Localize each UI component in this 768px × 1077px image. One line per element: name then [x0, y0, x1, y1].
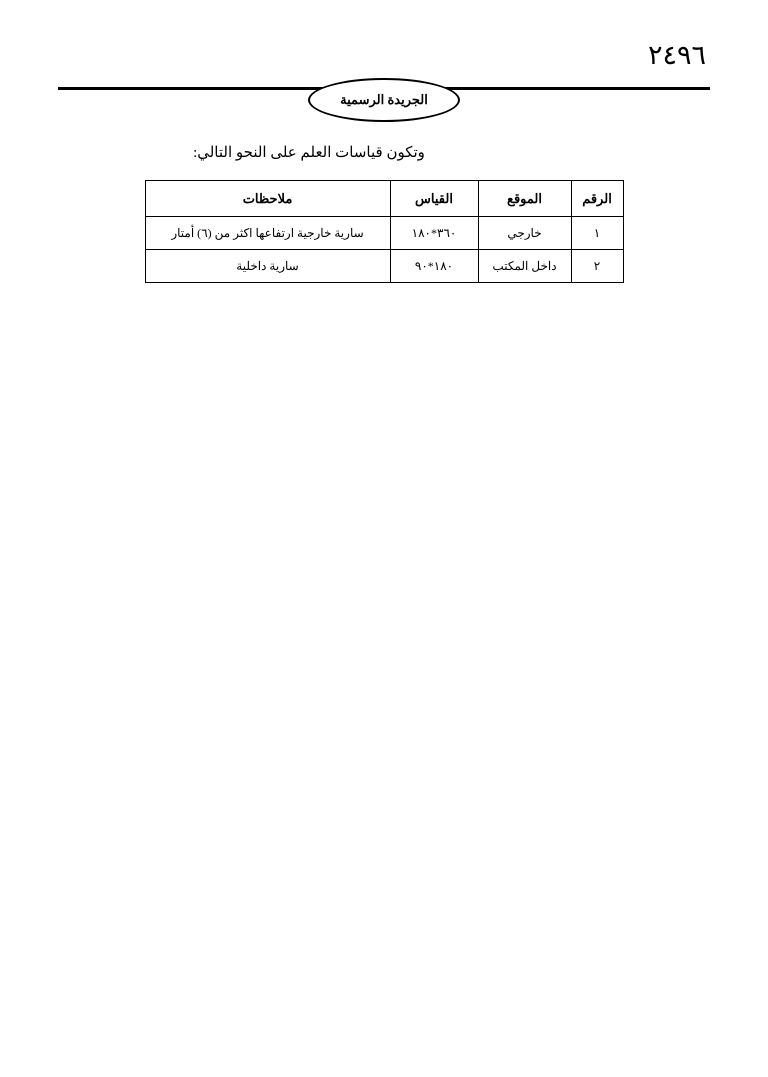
measurements-table [145, 180, 624, 283]
column-header-notes: ملاحظات [145, 181, 390, 217]
cell-measure: ٣٦٠*١٨٠ [390, 217, 478, 250]
column-header-location: الموقع [478, 181, 571, 217]
column-header-measure: القياس [390, 181, 478, 217]
cell-number: ٢ [571, 250, 623, 283]
table-header-row [145, 181, 623, 217]
gazette-badge-label: الجريدة الرسمية [340, 92, 428, 107]
column-header-number: الرقم [571, 181, 623, 217]
cell-location: داخل المكتب [478, 250, 571, 283]
page-header [58, 78, 710, 118]
page-number: ٢٤٩٦ [647, 40, 706, 70]
cell-location: خارجي [478, 217, 571, 250]
measurements-table-wrap [0, 180, 768, 283]
cell-measure: ١٨٠*٩٠ [390, 250, 478, 283]
cell-notes: سارية داخلية [145, 250, 390, 283]
intro-paragraph [0, 143, 768, 162]
table-row [145, 250, 623, 283]
cell-number: ١ [571, 217, 623, 250]
intro-text: وتكون قياسات العلم على النحو التالي: [193, 145, 425, 161]
cell-notes: سارية خارجية ارتفاعها اكثر من (٦) أمتار [145, 217, 390, 250]
gazette-badge [308, 78, 460, 122]
table-row [145, 217, 623, 250]
